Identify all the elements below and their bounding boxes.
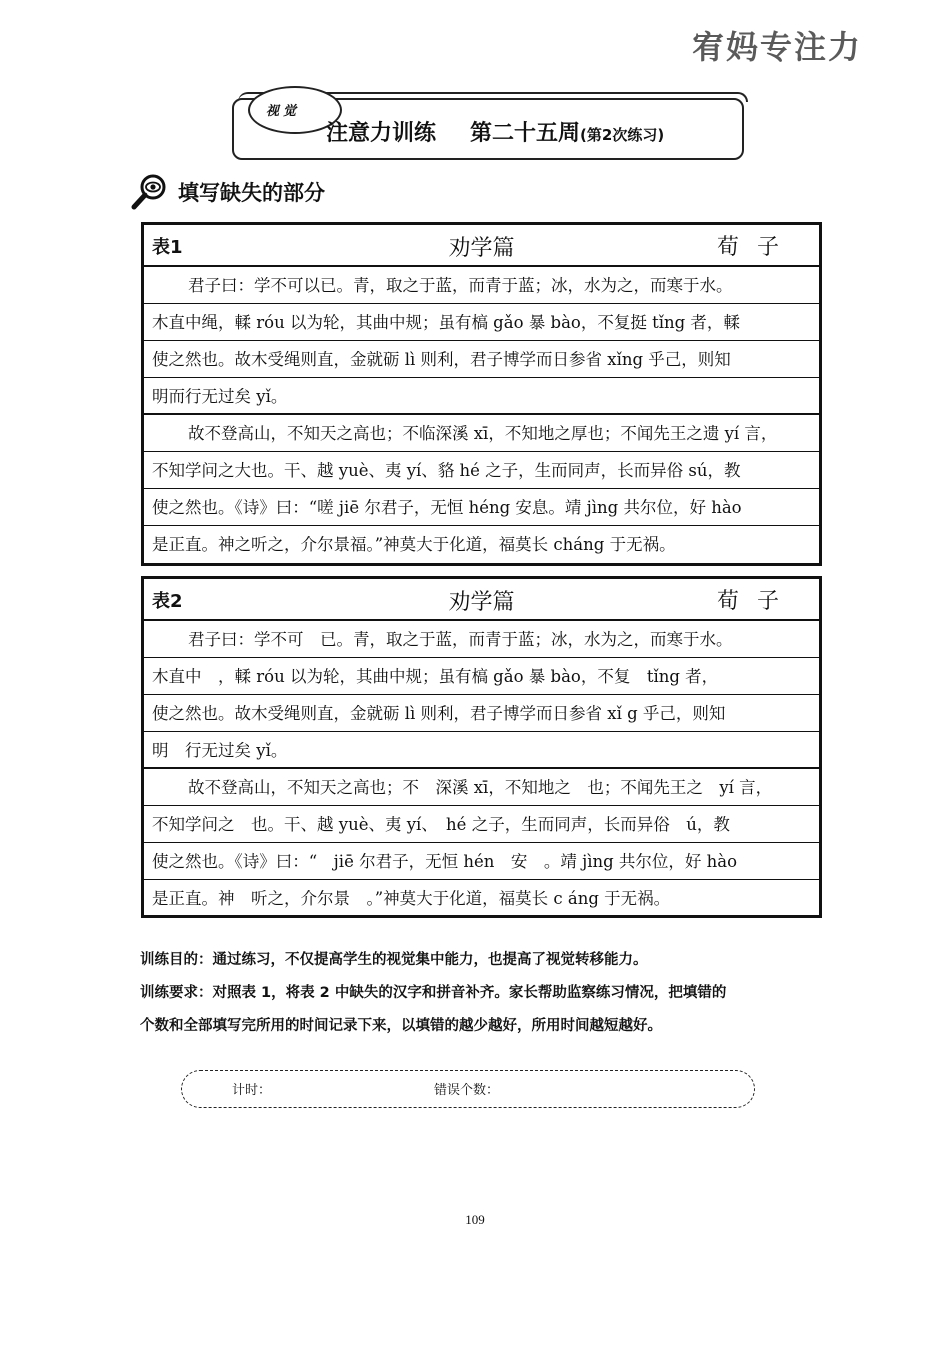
text-author: 荀子 <box>716 589 797 614</box>
text-row: 使之然也。《诗》曰：“ jiē 尔君子，无恒 hén 安 。靖 jìng 共尔位，好 hào <box>144 843 819 880</box>
session-label: (第2次练习) <box>580 126 665 144</box>
page-number: 109 <box>465 1212 485 1227</box>
text-row: 是正直。神 听之，介尔景 。”神莫大于化道，福莫长 c áng 于无祸。 <box>152 889 671 908</box>
time-field-label: 计时： <box>232 1083 272 1098</box>
reference-table <box>141 222 822 566</box>
text-row: 木直中绳，輮 róu 以为轮，其曲中规；虽有槁 gǎo 暴 bào，不复挺 tǐng 者，輮 <box>144 304 819 341</box>
record-box <box>181 1070 755 1108</box>
text-row: 故不登高山，不知天之高也；不 深溪 xī，不知地之 也；不闻先王之 yí 言， <box>144 769 819 806</box>
training-title: 注意力训练 <box>326 121 437 146</box>
text-row: 不知学问之 也。干、越 yuè、夷 yí、 hé 之子，生而同声，长而异俗 ú，教 <box>144 806 819 843</box>
category-tag: 视觉 <box>266 104 301 119</box>
text-row: 木直中 ，輮 róu 以为轮，其曲中规；虽有槁 gǎo 暴 bào，不复 tǐng 者， <box>144 658 819 695</box>
training-requirement: 训练要求：对照表 1，将表 2 中缺失的汉字和拼音补齐。家长帮助监察练习情况，把填错的 <box>140 985 727 1001</box>
table-label: 表1 <box>152 237 183 258</box>
text-row: 是正直。神之听之，介尔景福。”神莫大于化道，福莫长 cháng 于无祸。 <box>152 535 676 554</box>
training-purpose: 训练目的：通过练习，不仅提高学生的视觉集中能力，也提高了视觉转移能力。 <box>140 952 648 968</box>
table-label: 表2 <box>152 591 183 612</box>
instructions <box>140 944 840 1043</box>
text-row: 使之然也。故木受绳则直，金就砺 lì 则利，君子博学而日参省 xǐng 乎己，则知 <box>144 341 819 378</box>
week-label: 第二十五周 <box>470 121 581 146</box>
text-row: 明 行无过矣 yǐ。 <box>144 732 819 769</box>
text-row: 故不登高山，不知天之高也；不临深溪 xī，不知地之厚也；不闻先王之遗 yí 言， <box>144 415 819 452</box>
training-requirement-cont: 个数和全部填写完所用的时间记录下来，以填错的越少越好，所用时间越短越好。 <box>140 1018 662 1034</box>
brand-watermark: 宥妈专注力 <box>691 28 862 66</box>
text-title: 劝学篇 <box>448 236 515 261</box>
table-header <box>144 579 819 621</box>
text-row: 明而行无过矣 yǐ。 <box>144 378 819 415</box>
text-author: 荀子 <box>716 235 797 260</box>
text-row: 使之然也。《诗》曰：“嗟 jiē 尔君子，无恒 héng 安息。靖 jìng 共尔位，好 hào <box>144 489 819 526</box>
text-row: 使之然也。故木受绳则直，金就砺 lì 则利，君子博学而日参省 xǐ g 乎己，则知 <box>144 695 819 732</box>
text-row: 君子曰：学不可以已。青，取之于蓝，而青于蓝；冰，水为之，而寒于水。 <box>144 267 819 304</box>
section-heading <box>130 172 325 212</box>
text-row: 君子曰：学不可 已。青，取之于蓝，而青于蓝；冰，水为之，而寒于水。 <box>144 621 819 658</box>
error-count-field-label: 错误个数： <box>434 1083 500 1098</box>
exercise-table <box>141 576 822 918</box>
text-title: 劝学篇 <box>448 590 515 615</box>
section-title: 填写缺失的部分 <box>178 181 325 205</box>
text-row: 不知学问之大也。干、越 yuè、夷 yí、貉 hé 之子，生而同声，长而异俗 sú，教 <box>144 452 819 489</box>
table-header <box>144 225 819 267</box>
magnifier-eye-icon <box>130 172 170 212</box>
header-title <box>326 116 664 147</box>
